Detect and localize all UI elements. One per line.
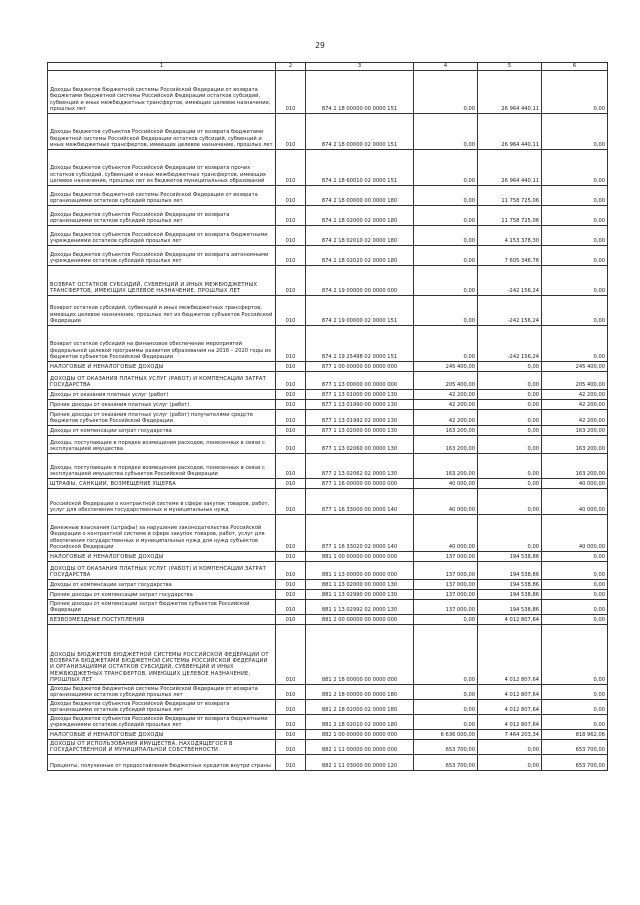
row-name-cell: Прочие доходы от компенсации затрат государства <box>48 590 276 600</box>
row-kbk-cell: 877 1 13 02000 00 0000 130 <box>306 426 414 436</box>
row-kbk-cell: 874 2 18 00000 00 0000 180 <box>306 186 414 206</box>
column-header: 1 <box>48 63 276 71</box>
row-col5-cell: 0,00 <box>478 362 542 372</box>
row-code-cell: 010 <box>276 362 306 372</box>
row-col4-cell: 0,00 <box>414 186 478 206</box>
row-kbk-cell: 874 2 18 02000 02 0000 180 <box>306 206 414 226</box>
row-code-cell: 010 <box>276 206 306 226</box>
row-kbk-cell: 881 1 13 00000 00 0000 000 <box>306 562 414 580</box>
row-col4-cell: 0,00 <box>414 71 478 114</box>
row-kbk-cell: 881 2 18 02010 02 0000 180 <box>306 715 414 730</box>
row-code-cell: 010 <box>276 625 306 685</box>
row-col4-cell: 40 000,00 <box>414 479 478 489</box>
row-code-cell: 010 <box>276 246 306 266</box>
row-kbk-cell: 877 1 16 33020 02 0000 140 <box>306 515 414 552</box>
row-col6-cell: 163 200,00 <box>542 436 608 454</box>
row-col6-cell: 0,00 <box>542 590 608 600</box>
row-name-cell: БЕЗВОЗМЕЗДНЫЕ ПОСТУПЛЕНИЯ <box>48 615 276 625</box>
table-row <box>48 114 608 150</box>
row-kbk-cell: 881 2 18 00000 00 0000 000 <box>306 625 414 685</box>
row-col5-cell: 0,00 <box>478 410 542 426</box>
row-col6-cell: 0,00 <box>542 114 608 150</box>
row-col6-cell: 40 000,00 <box>542 479 608 489</box>
row-name-cell: Доходы от оказания платных услуг (работ) <box>48 390 276 400</box>
table-row <box>48 625 608 685</box>
table-row <box>48 479 608 489</box>
row-col4-cell: 6 636 000,00 <box>414 730 478 740</box>
row-kbk-cell: 882 1 00 00000 00 0000 000 <box>306 730 414 740</box>
row-kbk-cell: 874 2 18 02010 02 0000 180 <box>306 226 414 246</box>
row-kbk-cell: 881 2 00 00000 00 0000 000 <box>306 615 414 625</box>
row-name-cell: ДОХОДЫ ОТ ИСПОЛЬЗОВАНИЯ ИМУЩЕСТВА, НАХОДЯЩЕГОСЯ В ГОСУДАРСТВЕННОЙ И МУНИЦИПАЛЬНОЙ СОБСТВЕННОСТИ <box>48 740 276 755</box>
row-col4-cell: 42 200,00 <box>414 390 478 400</box>
row-col4-cell: 137 000,00 <box>414 562 478 580</box>
row-code-cell: 010 <box>276 489 306 515</box>
table-row <box>48 410 608 426</box>
row-col4-cell: 0,00 <box>414 226 478 246</box>
row-col5-cell: 4 012 807,64 <box>478 615 542 625</box>
table-row <box>48 615 608 625</box>
row-code-cell: 010 <box>276 150 306 186</box>
row-code-cell: 010 <box>276 600 306 615</box>
table-row <box>48 740 608 755</box>
row-col6-cell: 163 200,00 <box>542 426 608 436</box>
row-code-cell: 010 <box>276 410 306 426</box>
table-row <box>48 372 608 390</box>
row-name-cell: ВОЗВРАТ ОСТАТКОВ СУБСИДИЙ, СУБВЕНЦИЙ И ИНЫХ МЕЖБЮДЖЕТНЫХ ТРАНСФЕРТОВ, ИМЕЮЩИХ ЦЕЛЕВОЕ НАЗНАЧЕНИЕ, ПРОШЛЫХ ЛЕТ <box>48 266 276 296</box>
row-kbk-cell: 874 2 18 02020 02 0000 180 <box>306 246 414 266</box>
row-col4-cell: 245 400,00 <box>414 362 478 372</box>
row-kbk-cell: 874 2 18 60010 02 0000 151 <box>306 150 414 186</box>
row-kbk-cell: 881 2 18 02000 02 0000 180 <box>306 700 414 715</box>
row-col6-cell: 42 200,00 <box>542 410 608 426</box>
row-col4-cell: 0,00 <box>414 296 478 326</box>
row-kbk-cell: 874 2 19 00000 00 0000 000 <box>306 266 414 296</box>
row-col5-cell: 4 012 807,64 <box>478 715 542 730</box>
row-code-cell: 010 <box>276 114 306 150</box>
row-name-cell: Доходы от компенсации затрат государства <box>48 580 276 590</box>
row-col6-cell: 0,00 <box>542 246 608 266</box>
row-code-cell: 010 <box>276 71 306 114</box>
row-code-cell: 010 <box>276 186 306 206</box>
row-kbk-cell: 877 1 00 00000 00 0000 000 <box>306 362 414 372</box>
table-row <box>48 296 608 326</box>
table-row <box>48 600 608 615</box>
row-col6-cell: 653 700,00 <box>542 755 608 771</box>
table-row <box>48 436 608 454</box>
row-name-cell: Доходы бюджетов субъектов Российской Федерации от возврата организациями остатков субсидий прошлых лет <box>48 206 276 226</box>
row-col5-cell: 4 153 378,30 <box>478 226 542 246</box>
row-col5-cell: 0,00 <box>478 479 542 489</box>
row-kbk-cell: 877 1 16 33000 00 0000 140 <box>306 489 414 515</box>
row-col5-cell: 11 758 725,06 <box>478 206 542 226</box>
table-row <box>48 562 608 580</box>
row-code-cell: 010 <box>276 296 306 326</box>
row-col4-cell: 42 200,00 <box>414 410 478 426</box>
row-col4-cell: 0,00 <box>414 615 478 625</box>
income-table <box>47 62 608 771</box>
row-name-cell: Доходы бюджетов субъектов Российской Федерации от возврата бюджетами бюджетной системы Российской Федерации остатков субсидий, субвенций и иных межбюджетных трансфертов, имеющих целевое назначение, прошлых лет <box>48 114 276 150</box>
row-col6-cell: 42 200,00 <box>542 390 608 400</box>
table-row <box>48 730 608 740</box>
row-code-cell: 010 <box>276 400 306 410</box>
row-col6-cell: 0,00 <box>542 562 608 580</box>
row-col4-cell: 0,00 <box>414 625 478 685</box>
table-row <box>48 390 608 400</box>
row-col4-cell: 205 400,00 <box>414 372 478 390</box>
row-name-cell: Прочие доходы от оказания платных услуг (работ) <box>48 400 276 410</box>
page-number: 29 <box>315 41 325 50</box>
row-code-cell: 010 <box>276 426 306 436</box>
row-name-cell: НАЛОГОВЫЕ И НЕНАЛОГОВЫЕ ДОХОДЫ <box>48 362 276 372</box>
row-col6-cell: 40 000,00 <box>542 489 608 515</box>
table-row <box>48 755 608 771</box>
row-kbk-cell: 874 2 18 00000 00 0000 151 <box>306 71 414 114</box>
row-col5-cell: 26 964 440,11 <box>478 150 542 186</box>
row-name-cell: Доходы бюджетов бюджетной системы Российской Федерации от возврата бюджетами бюджетной системы Российской Федерации остатков субсидий, субвенций и иных межбюджетных трансфертов, имеющих целевое назначение, прошлых лет <box>48 71 276 114</box>
table-row <box>48 150 608 186</box>
row-col4-cell: 0,00 <box>414 114 478 150</box>
row-kbk-cell: 877 1 13 01992 02 0000 130 <box>306 410 414 426</box>
row-name-cell: Доходы, поступающие в порядке возмещения расходов, понесенных в связи с эксплуатацией имущества субъектов Российской Федерации <box>48 454 276 479</box>
row-col5-cell: 0,00 <box>478 400 542 410</box>
row-col6-cell: 0,00 <box>542 150 608 186</box>
table-row <box>48 326 608 362</box>
table-row <box>48 700 608 715</box>
row-name-cell: ДОХОДЫ ОТ ОКАЗАНИЯ ПЛАТНЫХ УСЛУГ (РАБОТ) И КОМПЕНСАЦИИ ЗАТРАТ ГОСУДАРСТВА <box>48 562 276 580</box>
row-code-cell: 010 <box>276 436 306 454</box>
row-col4-cell: 0,00 <box>414 685 478 700</box>
row-code-cell: 010 <box>276 372 306 390</box>
row-col5-cell: 194 538,86 <box>478 580 542 590</box>
row-col4-cell: 137 000,00 <box>414 590 478 600</box>
row-name-cell: Доходы бюджетов субъектов Российской Федерации от возврата организациями остатков субсидий прошлых лет <box>48 700 276 715</box>
row-col4-cell: 0,00 <box>414 150 478 186</box>
row-col4-cell: 40 000,00 <box>414 515 478 552</box>
table-row <box>48 186 608 206</box>
table-row <box>48 454 608 479</box>
row-name-cell: Прочие доходы от компенсации затрат бюджетов субъектов Российской Федерации <box>48 600 276 615</box>
row-col4-cell: 42 200,00 <box>414 400 478 410</box>
row-col4-cell: 0,00 <box>414 206 478 226</box>
column-header: 5 <box>478 63 542 71</box>
row-code-cell: 010 <box>276 715 306 730</box>
row-name-cell: Доходы бюджетов субъектов Российской Федерации от возврата бюджетными учреждениями остатков субсидий прошлых лет <box>48 715 276 730</box>
row-col5-cell: 194 538,86 <box>478 590 542 600</box>
row-name-cell: НАЛОГОВЫЕ И НЕНАЛОГОВЫЕ ДОХОДЫ <box>48 552 276 562</box>
row-name-cell: Доходы бюджетов субъектов Российской Федерации от возврата бюджетными учреждениями остатков субсидий прошлых лет <box>48 226 276 246</box>
row-code-cell: 010 <box>276 266 306 296</box>
column-header: 4 <box>414 63 478 71</box>
row-col4-cell: 163 200,00 <box>414 436 478 454</box>
row-col6-cell: 0,00 <box>542 715 608 730</box>
row-col6-cell: 40 000,00 <box>542 515 608 552</box>
row-col6-cell: 0,00 <box>542 580 608 590</box>
row-name-cell: Возврат остатков субсидий, субвенций и иных межбюджетных трансфертов, имеющих целевое назначение, прошлых лет из бюджетов субъектов Российской Федерации <box>48 296 276 326</box>
row-col4-cell: 137 000,00 <box>414 580 478 590</box>
row-col5-cell: 194 538,86 <box>478 562 542 580</box>
row-col6-cell: 0,00 <box>542 615 608 625</box>
row-kbk-cell: 877 1 13 01990 00 0000 130 <box>306 400 414 410</box>
row-code-cell: 010 <box>276 685 306 700</box>
row-code-cell: 010 <box>276 562 306 580</box>
row-name-cell: ДОХОДЫ ОТ ОКАЗАНИЯ ПЛАТНЫХ УСЛУГ (РАБОТ) И КОМПЕНСАЦИИ ЗАТРАТ ГОСУДАРСТВА <box>48 372 276 390</box>
row-code-cell: 010 <box>276 479 306 489</box>
row-col5-cell: 4 012 807,64 <box>478 685 542 700</box>
row-col6-cell: 163 200,00 <box>542 454 608 479</box>
row-col4-cell: 137 000,00 <box>414 600 478 615</box>
row-name-cell: Прочие доходы от оказания платных услуг (работ) получателями средств бюджетов субъектов Российской Федерации <box>48 410 276 426</box>
table-row <box>48 266 608 296</box>
row-col5-cell: 194 538,86 <box>478 552 542 562</box>
table-row <box>48 715 608 730</box>
row-kbk-cell: 882 1 11 00000 00 0000 000 <box>306 740 414 755</box>
row-name-cell: Проценты, полученные от предоставления бюджетных кредитов внутри страны <box>48 755 276 771</box>
row-name-cell: ШТРАФЫ, САНКЦИИ, ВОЗМЕЩЕНИЕ УЩЕРБА <box>48 479 276 489</box>
row-kbk-cell: 881 1 13 02000 00 0000 130 <box>306 580 414 590</box>
row-col5-cell: 0,00 <box>478 390 542 400</box>
row-col6-cell: 0,00 <box>542 625 608 685</box>
row-name-cell: Возврат остатков субсидий на финансовое обеспечение мероприятий федеральной целевой программы развития образования на 2016 – 2020 годы из бюджетов субъектов Российской Федерации <box>48 326 276 362</box>
row-col4-cell: 0,00 <box>414 266 478 296</box>
row-code-cell: 010 <box>276 730 306 740</box>
row-col4-cell: 40 000,00 <box>414 489 478 515</box>
row-col5-cell: 4 012 807,64 <box>478 625 542 685</box>
row-code-cell: 010 <box>276 515 306 552</box>
row-col4-cell: 0,00 <box>414 715 478 730</box>
row-col5-cell: 26 964 440,11 <box>478 71 542 114</box>
column-header: 2 <box>276 63 306 71</box>
row-name-cell: ДОХОДЫ БЮДЖЕТОВ БЮДЖЕТНОЙ СИСТЕМЫ РОССИЙСКОЙ ФЕДЕРАЦИИ ОТ ВОЗВРАТА БЮДЖЕТАМИ БЮДЖЕТНОЙ СИСТЕМЫ РОССИЙСКОЙ ФЕДЕРАЦИИ И ОРГАНИЗАЦИЯМИ ОСТАТКОВ СУБСИДИЙ, СУБВЕНЦИЙ И ИНЫХ МЕЖБЮДЖЕТНЫХ ТРАНСФЕРТОВ, ИМЕЮЩИХ ЦЕЛЕВОЕ НАЗНАЧЕНИЕ, ПРОШЛЫХ ЛЕТ <box>48 625 276 685</box>
row-code-cell: 010 <box>276 226 306 246</box>
row-col5-cell: 0,00 <box>478 372 542 390</box>
table-row <box>48 246 608 266</box>
row-col4-cell: 0,00 <box>414 700 478 715</box>
row-col6-cell: 0,00 <box>542 71 608 114</box>
row-col6-cell: 0,00 <box>542 552 608 562</box>
row-col5-cell: 0,00 <box>478 436 542 454</box>
row-col6-cell: 0,00 <box>542 685 608 700</box>
row-col6-cell: 0,00 <box>542 186 608 206</box>
table-body <box>48 71 608 771</box>
row-code-cell: 010 <box>276 552 306 562</box>
table-row <box>48 400 608 410</box>
column-header: 3 <box>306 63 414 71</box>
row-col5-cell: 26 964 440,11 <box>478 114 542 150</box>
row-code-cell: 010 <box>276 580 306 590</box>
table-row <box>48 580 608 590</box>
row-kbk-cell: 877 1 13 01000 00 0000 130 <box>306 390 414 400</box>
row-col6-cell: 0,00 <box>542 226 608 246</box>
row-code-cell: 010 <box>276 326 306 362</box>
row-col5-cell: 4 012 807,64 <box>478 700 542 715</box>
row-name-cell: НАЛОГОВЫЕ И НЕНАЛОГОВЫЕ ДОХОДЫ <box>48 730 276 740</box>
row-col4-cell: 163 200,00 <box>414 454 478 479</box>
row-code-cell: 010 <box>276 740 306 755</box>
row-code-cell: 010 <box>276 755 306 771</box>
row-col5-cell: 0,00 <box>478 755 542 771</box>
table-row <box>48 590 608 600</box>
row-code-cell: 010 <box>276 590 306 600</box>
row-col5-cell: -242 156,24 <box>478 296 542 326</box>
row-code-cell: 010 <box>276 390 306 400</box>
row-kbk-cell: 877 1 16 00000 00 0000 000 <box>306 479 414 489</box>
row-col5-cell: 0,00 <box>478 740 542 755</box>
row-col4-cell: 163 200,00 <box>414 426 478 436</box>
row-col4-cell: 653 700,00 <box>414 755 478 771</box>
table-row <box>48 685 608 700</box>
row-col5-cell: 194 538,86 <box>478 600 542 615</box>
table-row <box>48 362 608 372</box>
row-col6-cell: 0,00 <box>542 600 608 615</box>
row-name-cell: Доходы бюджетов бюджетной системы Российской Федерации от возврата организациями остатков субсидий прошлых лет <box>48 685 276 700</box>
row-col4-cell: 0,00 <box>414 246 478 266</box>
row-col6-cell: 245 400,00 <box>542 362 608 372</box>
row-kbk-cell: 877 1 13 00000 00 0000 000 <box>306 372 414 390</box>
row-col6-cell: 818 962,06 <box>542 730 608 740</box>
row-col4-cell: 137 000,00 <box>414 552 478 562</box>
row-col6-cell: 0,00 <box>542 700 608 715</box>
row-name-cell: Доходы бюджетов субъектов Российской Федерации от возврата автономными учреждениями остатков субсидий прошлых лет <box>48 246 276 266</box>
row-col5-cell: 0,00 <box>478 489 542 515</box>
row-kbk-cell: 877 1 13 02062 02 0000 130 <box>306 454 414 479</box>
row-kbk-cell: 877 1 13 02060 00 0000 130 <box>306 436 414 454</box>
row-col6-cell: 0,00 <box>542 326 608 362</box>
row-name-cell: Доходы бюджетов бюджетной системы Российской Федерации от возврата организациями остатков субсидий прошлых лет <box>48 186 276 206</box>
row-col6-cell: 205 400,00 <box>542 372 608 390</box>
column-header: 6 <box>542 63 608 71</box>
row-col5-cell: 0,00 <box>478 515 542 552</box>
row-kbk-cell: 882 1 11 03000 00 0000 120 <box>306 755 414 771</box>
row-col5-cell: -242 156,24 <box>478 266 542 296</box>
row-kbk-cell: 874 2 18 00000 02 0000 151 <box>306 114 414 150</box>
table-row <box>48 489 608 515</box>
table-row <box>48 226 608 246</box>
table-header-row <box>48 63 608 71</box>
row-col5-cell: 11 758 725,06 <box>478 186 542 206</box>
row-col5-cell: 0,00 <box>478 426 542 436</box>
row-name-cell: Доходы от компенсации затрат государства <box>48 426 276 436</box>
row-col5-cell: -242 156,24 <box>478 326 542 362</box>
table-row <box>48 515 608 552</box>
table-row <box>48 206 608 226</box>
row-kbk-cell: 881 1 13 02990 00 0000 130 <box>306 590 414 600</box>
row-kbk-cell: 881 1 00 00000 00 0000 000 <box>306 552 414 562</box>
row-col6-cell: 0,00 <box>542 296 608 326</box>
row-code-cell: 010 <box>276 700 306 715</box>
row-col6-cell: 0,00 <box>542 266 608 296</box>
table-row <box>48 426 608 436</box>
table-row <box>48 552 608 562</box>
row-kbk-cell: 881 1 13 02992 02 0000 130 <box>306 600 414 615</box>
row-name-cell: Доходы бюджетов субъектов Российской Федерации от возврата прочих остатков субсидий, субвенций и иных межбюджетных трансфертов, имеющих целевое назначение, прошлых лет из бюджетов муниципальных образований <box>48 150 276 186</box>
row-col6-cell: 653 700,00 <box>542 740 608 755</box>
row-col5-cell: 0,00 <box>478 454 542 479</box>
row-code-cell: 010 <box>276 615 306 625</box>
row-name-cell: Доходы, поступающие в порядке возмещения расходов, понесенных в связи с эксплуатацией имущества <box>48 436 276 454</box>
row-name-cell: Российской Федерации о контрактной системе в сфере закупок товаров, работ, услуг для обеспечения государственных и муниципальных нужд <box>48 489 276 515</box>
row-col5-cell: 7 605 346,76 <box>478 246 542 266</box>
row-kbk-cell: 874 2 19 00000 02 0000 151 <box>306 296 414 326</box>
table-row <box>48 71 608 114</box>
row-code-cell: 010 <box>276 454 306 479</box>
row-col4-cell: 653 700,00 <box>414 740 478 755</box>
row-kbk-cell: 881 2 18 00000 00 0000 180 <box>306 685 414 700</box>
row-kbk-cell: 874 2 19 25498 02 0000 151 <box>306 326 414 362</box>
row-col5-cell: 7 464 203,34 <box>478 730 542 740</box>
row-name-cell: Денежные взыскания (штрафы) за нарушение законодательства Российской Федерации о контрактной системе в сфере закупок товаров, работ, услуг для обеспечения государственных и муниципальных нужд для нужд субъектов Российской Федерации <box>48 515 276 552</box>
row-col6-cell: 0,00 <box>542 206 608 226</box>
row-col4-cell: 0,00 <box>414 326 478 362</box>
row-col6-cell: 42 200,00 <box>542 400 608 410</box>
